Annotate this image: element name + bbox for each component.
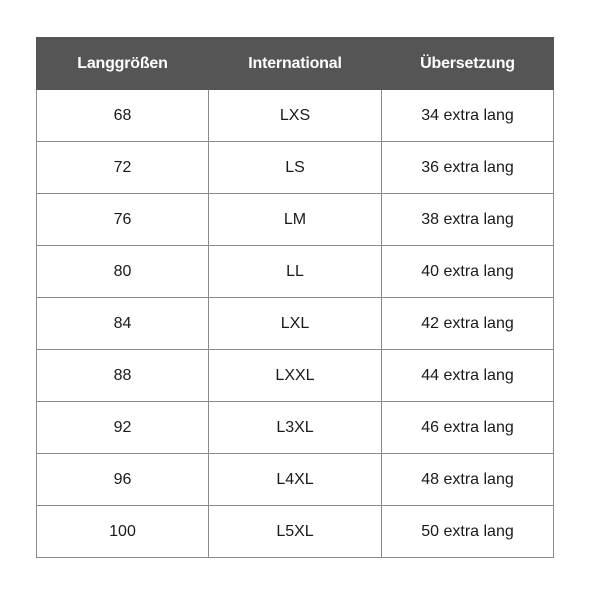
table-row [37,246,554,298]
translation-cell: 50 extra lang [382,506,554,558]
translation-cell: 42 extra lang [382,298,554,350]
table-row [37,194,554,246]
international-size-cell: LM [209,194,382,246]
translation-cell: 40 extra lang [382,246,554,298]
long-size-cell: 76 [37,194,209,246]
table-header [37,38,554,90]
header-row [37,38,554,90]
table-row [37,350,554,402]
table-body [37,90,554,558]
table-row [37,142,554,194]
long-size-cell: 92 [37,402,209,454]
header-long-sizes: Langgrößen [37,38,209,90]
international-size-cell: L4XL [209,454,382,506]
international-size-cell: LS [209,142,382,194]
translation-cell: 46 extra lang [382,402,554,454]
long-size-cell: 80 [37,246,209,298]
table-row [37,90,554,142]
translation-cell: 38 extra lang [382,194,554,246]
header-international: International [209,38,382,90]
international-size-cell: LXS [209,90,382,142]
translation-cell: 44 extra lang [382,350,554,402]
long-size-cell: 88 [37,350,209,402]
table-row [37,454,554,506]
long-size-cell: 68 [37,90,209,142]
long-size-cell: 72 [37,142,209,194]
international-size-cell: L5XL [209,506,382,558]
international-size-cell: L3XL [209,402,382,454]
international-size-cell: LXL [209,298,382,350]
table-row [37,506,554,558]
international-size-cell: LL [209,246,382,298]
header-translation: Übersetzung [382,38,554,90]
long-size-cell: 96 [37,454,209,506]
long-size-cell: 100 [37,506,209,558]
long-size-cell: 84 [37,298,209,350]
translation-cell: 34 extra lang [382,90,554,142]
international-size-cell: LXXL [209,350,382,402]
translation-cell: 36 extra lang [382,142,554,194]
translation-cell: 48 extra lang [382,454,554,506]
table-row [37,298,554,350]
size-chart-table [36,37,554,558]
table-row [37,402,554,454]
